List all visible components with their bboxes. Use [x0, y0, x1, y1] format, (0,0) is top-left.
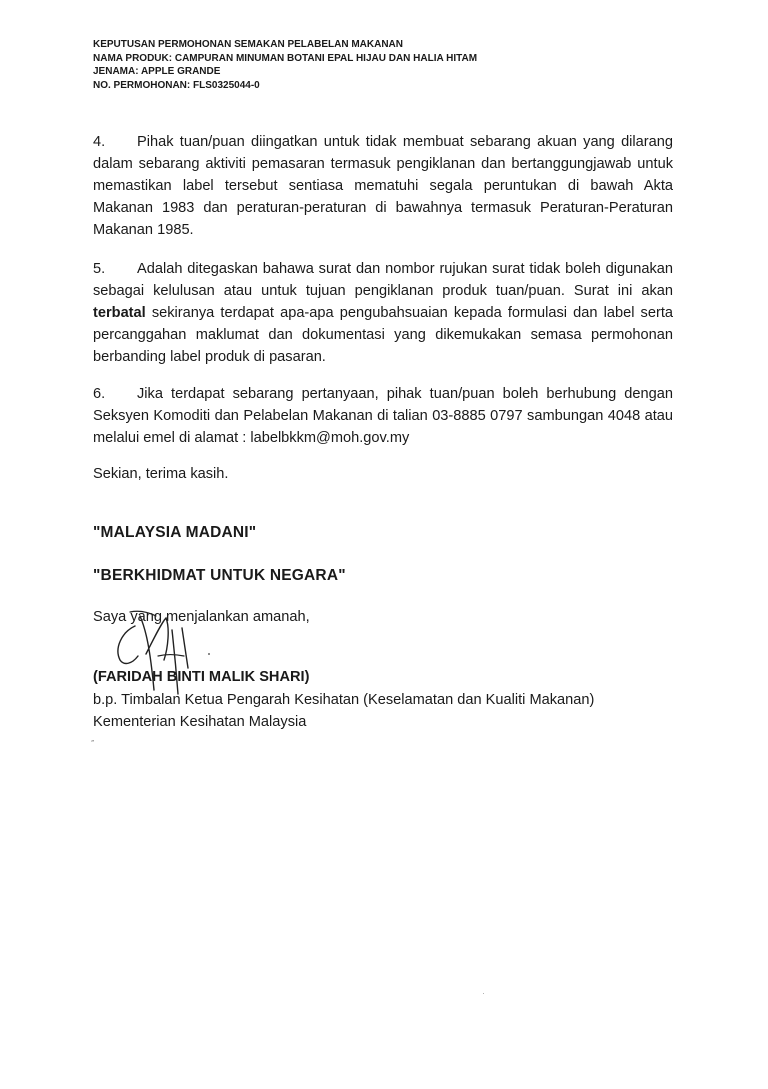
ink-speck: [208, 653, 210, 655]
paragraph-5: [93, 258, 673, 368]
signer-department: Kementerian Kesihatan Malaysia: [93, 714, 307, 730]
paragraph-6-number: 6.: [93, 386, 106, 402]
signer-role: b.p. Timbalan Ketua Pengarah Kesihatan (Keselamatan dan Kualiti Makanan): [93, 692, 595, 708]
slogan-berkhidmat: "BERKHIDMAT UNTUK NEGARA": [93, 567, 346, 584]
signer-name: (FARIDAH BINTI MALIK SHARI): [93, 669, 310, 685]
document-header: [93, 38, 693, 92]
closing-line: Sekian, terima kasih.: [93, 466, 229, 482]
header-application-number: NO. PERMOHONAN: FLS0325044-0: [93, 79, 260, 91]
header-title: KEPUTUSAN PERMOHONAN SEMAKAN PELABELAN MAKANAN: [93, 39, 404, 50]
paragraph-6-text: Jika terdapat sebarang pertanyaan, pihak tuan/puan boleh berhubung dengan Seksyen Komoditi dan Pelabelan Makanan di talian 03-8885 0797 sambungan 4048 atau melalui emel di alamat : labelbkkm@moh.gov.my: [93, 386, 673, 446]
stray-mark: ″: [91, 740, 94, 747]
paragraph-5-text-after: sekiranya terdapat apa-apa pengubahsuaian kepada formulasi dan label serta percanggahan maklumat dan dokumentasi yang dikemukakan semasa permohonan berbanding label produk di pasaran.: [93, 305, 673, 365]
signature-intro: Saya yang menjalankan amanah,: [93, 609, 310, 625]
header-product-name: NAMA PRODUK: CAMPURAN MINUMAN BOTANI EPAL HIJAU DAN HALIA HITAM: [93, 52, 478, 64]
header-brand: JENAMA: APPLE GRANDE: [93, 66, 221, 77]
ink-speck: [483, 993, 484, 994]
paragraph-5-bold-word: terbatal: [93, 305, 146, 321]
paragraph-5-text-before: Adalah ditegaskan bahawa surat dan nombor rujukan surat tidak boleh digunakan sebagai kelulusan atau untuk tujuan pengiklanan produk tuan/puan. Surat ini akan: [93, 261, 673, 299]
slogan-malaysia-madani: "MALAYSIA MADANI": [93, 524, 257, 541]
paragraph-5-number: 5.: [93, 261, 106, 277]
paragraph-4: [93, 131, 673, 241]
paragraph-4-text: Pihak tuan/puan diingatkan untuk tidak membuat sebarang akuan yang dilarang dalam sebarang aktiviti pemasaran termasuk pengiklanan dan bertanggungjawab untuk memastikan label tersebut sentiasa mematuhi segala peruntukan di bawah Akta Makanan 1983 dan peraturan-peraturan di bawahnya termasuk Peraturan-Peraturan Makanan 1985.: [93, 134, 673, 238]
paragraph-6: [93, 383, 673, 449]
paragraph-4-number: 4.: [93, 134, 106, 150]
handwritten-signature: [100, 608, 220, 698]
